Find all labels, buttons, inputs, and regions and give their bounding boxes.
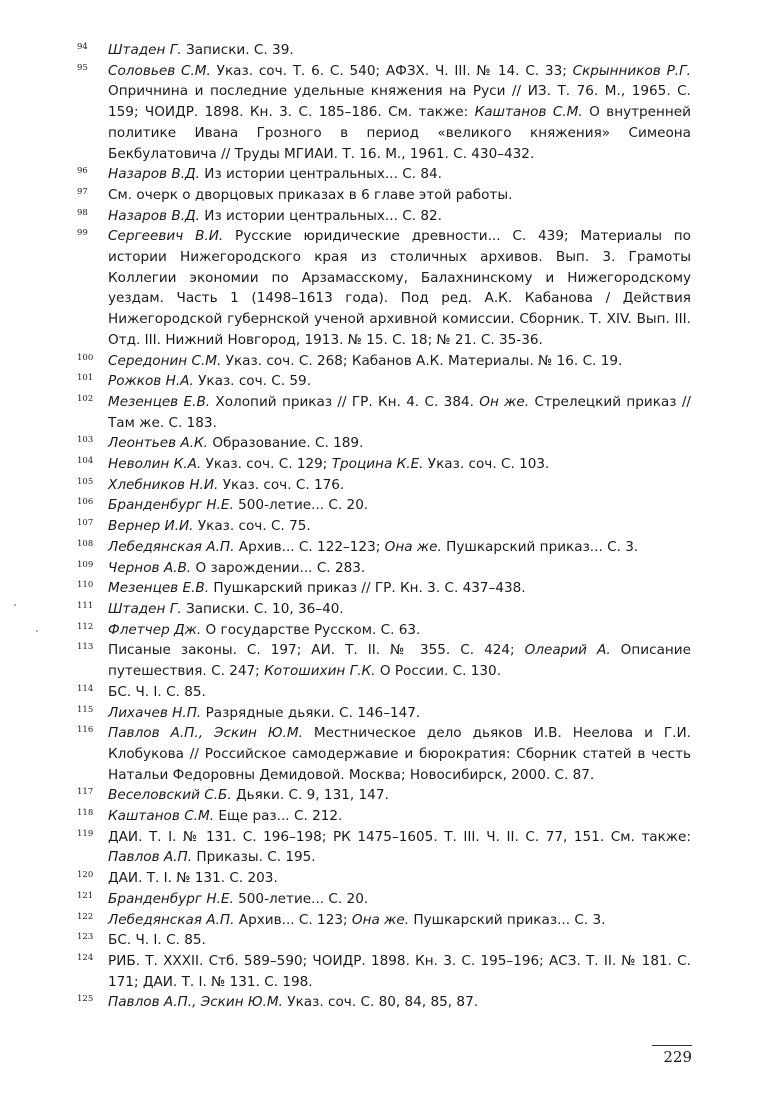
footnote-item [77, 454, 691, 475]
footnote-citation-text: Архив... С. 123; [234, 911, 352, 928]
footnote-citation-text: Писаные законы. С. 197; АИ. Т. II. № 355. С. 424; [108, 642, 525, 659]
footnote-citation-text: Пушкарский приказ... С. 3. [409, 911, 606, 928]
footnote-citation-text: Из истории центральных... С. 84. [199, 166, 442, 183]
footnote-number: 115 [77, 704, 94, 715]
footnote-text [108, 953, 691, 990]
footnote-number: 100 [77, 352, 94, 363]
footnote-author-citation: Штаден Г. [108, 600, 182, 617]
footnote-text [108, 456, 549, 472]
footnote-number: 99 [77, 228, 88, 239]
footnote-citation-text: Из истории центральных... С. 82. [199, 207, 442, 224]
footnote-number: 106 [77, 497, 94, 508]
footnote-text [108, 187, 512, 203]
footnote-text [108, 166, 442, 182]
footnote-text [108, 208, 442, 224]
footnote-number: 122 [77, 911, 94, 922]
footnote-author-citation: Она же. [351, 911, 410, 928]
footnote-number: 95 [77, 62, 88, 73]
footnote-citation-text: Записки. С. 10, 36–40. [181, 600, 344, 617]
footnote-text [108, 580, 526, 596]
footnote-citation-text: Стрелецкий приказ // Там же. С. 183. [108, 393, 691, 431]
footnote-author-citation: Неволин К.А. [108, 456, 202, 473]
footnote-item [77, 578, 691, 599]
footnote-number: 125 [77, 994, 94, 1005]
footnote-number: 113 [77, 642, 94, 653]
footnote-text [108, 228, 691, 348]
footnote-text [108, 435, 363, 451]
footnote-item [77, 433, 691, 454]
footnote-text [108, 642, 691, 679]
footnote-item [77, 910, 691, 931]
footnote-citation-text: Указ. соч. С. 176. [218, 476, 345, 493]
footnote-item [77, 827, 691, 868]
footnote-text [108, 353, 622, 369]
footnote-text [108, 912, 605, 928]
footnote-author-citation: Рожков Н.А. [108, 373, 194, 390]
footnote-author-citation: Штаден Г. [108, 42, 182, 58]
footnote-text [108, 601, 344, 617]
footnote-citation-text: Указ. соч. С. 268; Кабанов А.К. Материалы. № 16. С. 19. [221, 352, 623, 369]
footnote-text [108, 63, 691, 162]
footnote-item [77, 723, 691, 785]
footnote-citation-text: Архив... С. 122–123; [234, 538, 385, 555]
footnote-text [108, 497, 368, 513]
footnote-author-citation: Бранденбург Н.Е. [108, 890, 234, 907]
footnote-citation-text: Образование. С. 189. [208, 435, 364, 452]
footnote-citation-text: О государстве Русском. С. 63. [201, 621, 421, 638]
footnote-author-citation: Соловьев С.М. [108, 62, 211, 79]
footnote-number: 105 [77, 476, 94, 487]
footnote-text [108, 829, 691, 866]
footnote-author-citation: Она же. [384, 538, 442, 555]
footnote-item [77, 703, 691, 724]
footnote-author-citation: Сергеевич В.И. [108, 228, 224, 245]
footnote-citation-text: БС. Ч. I. С. 85. [108, 683, 206, 700]
footnote-item [77, 682, 691, 703]
footnote-number: 116 [77, 725, 94, 736]
footnote-citation-text: О внутренней политике Ивана Грозного в период «великого княжения» Симеона Бекбулатовича // Труды МГИАИ. Т. 16. М., 1961. С. 430–432. [108, 104, 692, 162]
scan-speck [36, 630, 38, 632]
footnote-citation-text: Русские юридические древности... С. 439; Материалы по истории Нижегородского края из столичных архивов. Вып. 3. Грамоты Коллегии экономии по Арзамасскому, Балахнинскому и Нижегородскому уездам. Часть 1 (1498–1613 года). Под ред. А.К. Кабанова / Действия Нижегородской губернской ученой архивной комиссии. Сборник. Т. XIV. Вып. III. Отд. III. Нижний Новгород, 1913. № 15. С. 18; № 21. С. 35-36. [108, 228, 691, 348]
footnote-item [77, 537, 691, 558]
footnote-citation-text: Описание путешествия. С. 247; [108, 642, 691, 680]
footnote-author-citation: Лебедянская А.П. [108, 911, 235, 928]
footnote-text [108, 622, 420, 638]
footnote-author-citation: Леонтьев А.К. [108, 435, 209, 452]
page-number [652, 1048, 692, 1066]
footnote-citation-text: Указ. соч. Т. 6. С. 540; АФЗХ. Ч. III. № 14. С. 33; [210, 62, 573, 79]
footnote-citation-text: Записки. С. 39. [181, 42, 294, 58]
footnote-number: 96 [77, 166, 88, 177]
footnote-number: 117 [77, 787, 94, 798]
footnote-number: 104 [77, 456, 94, 467]
footnote-text [108, 808, 342, 824]
footnote-citation-text: Разрядные дьяки. С. 146–147. [201, 704, 421, 721]
footnote-citation-text: ДАИ. Т. I. № 131. С. 203. [108, 870, 278, 887]
footnote-author-citation: Троцина К.Е. [331, 456, 424, 473]
footnote-citation-text: РИБ. Т. XXXII. Стб. 589–590; ЧОИДР. 1898. Кн. 3. С. 195–196; АСЗ. Т. II. № 181. С. 171; ДАИ. Т. I. № 131. С. 198. [108, 952, 691, 990]
footnote-item [77, 495, 691, 516]
footnote-text [108, 725, 691, 782]
footnote-number: 123 [77, 932, 94, 943]
footnote-text [108, 870, 278, 886]
footnote-text [108, 42, 294, 58]
footnote-author-citation: Мезенцев Е.В. [108, 580, 210, 597]
footnote-item [77, 371, 691, 392]
footnote-citation-text: Указ. соч. С. 75. [193, 518, 311, 535]
footnote-item [77, 992, 691, 1013]
scan-speck [14, 604, 16, 606]
footnote-citation-text: 500-летие... С. 20. [233, 497, 369, 514]
footnote-text [108, 891, 368, 907]
footnote-item [77, 620, 691, 641]
footnote-author-citation: Веселовский С.Б. [108, 787, 232, 804]
footnote-item [77, 226, 691, 350]
footnote-item [77, 206, 691, 227]
footnote-number: 121 [77, 890, 94, 901]
footnote-citation-text: Указ. соч. С. 129; [201, 456, 332, 473]
footnote-author-citation: Бранденбург Н.Е. [108, 497, 234, 514]
footnote-author-citation: Мезенцев Е.В. [108, 393, 211, 410]
footnote-item [77, 868, 691, 889]
footnote-number: 119 [77, 828, 94, 839]
footnote-text [108, 477, 344, 493]
footnote-item [77, 930, 691, 951]
footnote-author-citation: Каштанов С.М. [474, 104, 583, 121]
footnote-number: 108 [77, 538, 94, 549]
footnote-number: 114 [77, 683, 94, 694]
footnote-text [108, 684, 206, 700]
footnote-author-citation: Хлебников Н.И. [108, 476, 219, 493]
footnote-item [77, 516, 691, 537]
footnote-item [77, 40, 691, 61]
footnote-item [77, 164, 691, 185]
footnote-number: 118 [77, 808, 94, 819]
footnote-author-citation: Каштанов С.М. [108, 808, 215, 825]
footnote-item [77, 392, 691, 433]
footnote-text [108, 705, 420, 721]
footnote-author-citation: Лихачев Н.П. [108, 704, 202, 721]
footnote-text [108, 518, 311, 534]
footnote-author-citation: Павлов А.П. [108, 849, 193, 866]
footnote-citation-text: Указ. соч. С. 103. [423, 456, 550, 473]
footnote-author-citation: Олеарий А. [524, 642, 611, 659]
footnote-number: 97 [77, 186, 88, 197]
footnotes-list [77, 40, 691, 1013]
footnote-citation-text: БС. Ч. I. С. 85. [108, 932, 206, 949]
footnote-number: 120 [77, 870, 94, 881]
footnote-author-citation: Павлов А.П., Эскин Ю.М. [108, 994, 283, 1011]
footnote-author-citation: Скрынников Р.Г. [572, 62, 692, 79]
footnote-number: 124 [77, 952, 94, 963]
footnote-citation-text: Опричнина и последние удельные княжения на Руси // ИЗ. Т. 76. М., 1965. С. 159; ЧОИДР. 1898. Кн. 3. С. 185–186. См. также: [108, 83, 691, 121]
footnote-citation-text: Местническое дело дьяков И.В. Неелова и Г.И. Клобукова // Российское самодержавие и бюрократия: Сборник статей в честь Натальи Федоровны Демидовой. Москва; Новосибирск, 2000. С. 87. [108, 725, 691, 783]
footnote-item [77, 951, 691, 992]
footnote-item [77, 185, 691, 206]
footnote-text [108, 539, 638, 555]
footnote-number: 103 [77, 435, 94, 446]
footnote-text [108, 932, 206, 948]
footnote-author-citation: Лебедянская А.П. [108, 538, 235, 555]
footnote-citation-text: О зарождении... С. 283. [191, 559, 366, 576]
footnote-author-citation: Назаров В.Д. [108, 207, 200, 224]
footnote-citation-text: Еще раз... С. 212. [214, 808, 343, 825]
footnote-number: 109 [77, 559, 94, 570]
page-number-rule [652, 1045, 692, 1046]
footnote-item [77, 599, 691, 620]
footnote-item [77, 640, 691, 681]
footnote-number: 110 [77, 580, 94, 591]
footnote-citation-text: Пушкарский приказ... С. 3. [441, 538, 639, 555]
footnote-author-citation: Середонин С.М. [108, 352, 222, 369]
footnote-number: 107 [77, 518, 94, 529]
footnote-citation-text: ДАИ. Т. I. № 131. С. 196–198; РК 1475–1605. Т. III. Ч. II. С. 77, 151. См. также: [108, 828, 691, 845]
footnote-text [108, 787, 389, 803]
footnote-number: 112 [77, 621, 94, 632]
footnote-citation-text: Указ. соч. С. 59. [193, 373, 312, 390]
footnote-number: 94 [77, 42, 88, 52]
footnote-number: 98 [77, 207, 88, 218]
footnote-text [108, 560, 365, 576]
footnote-item [77, 558, 691, 579]
footnote-item [77, 61, 691, 165]
footnote-author-citation: Вернер И.И. [108, 518, 194, 535]
footnote-author-citation: Флетчер Дж. [108, 621, 202, 638]
footnote-text [108, 394, 691, 431]
footnote-author-citation: Чернов А.В. [108, 559, 192, 576]
footnote-citation-text: Приказы. С. 195. [192, 849, 316, 866]
footnote-text [108, 373, 311, 389]
footnote-item [77, 475, 691, 496]
footnote-item [77, 351, 691, 372]
page-number-text: 229 [663, 1048, 692, 1066]
footnote-citation-text: Пушкарский приказ // ГР. Кн. 3. С. 437–438. [209, 580, 526, 597]
footnote-author-citation: Котошихин Г.К. [264, 663, 376, 680]
footnote-citation-text: Указ. соч. С. 80, 84, 85, 87. [282, 994, 479, 1011]
footnote-number: 102 [77, 393, 94, 404]
footnote-number: 101 [77, 373, 94, 384]
footnote-item [77, 889, 691, 910]
footnote-item [77, 785, 691, 806]
footnote-citation-text: Холопий приказ // ГР. Кн. 4. С. 384. [210, 393, 480, 410]
footnote-item [77, 806, 691, 827]
footnote-text [108, 994, 478, 1010]
footnote-citation-text: См. очерк о дворцовых приказах в 6 главе этой работы. [108, 186, 513, 203]
footnote-citation-text: О России. С. 130. [375, 663, 502, 680]
footnote-citation-text: 500-летие... С. 20. [233, 890, 369, 907]
footnote-number: 111 [77, 600, 94, 611]
footnote-author-citation: Назаров В.Д. [108, 166, 200, 183]
footnote-author-citation: Он же. [479, 393, 530, 410]
footnote-citation-text: Дьяки. С. 9, 131, 147. [231, 787, 389, 804]
footnote-author-citation: Павлов А.П., Эскин Ю.М. [108, 725, 303, 742]
